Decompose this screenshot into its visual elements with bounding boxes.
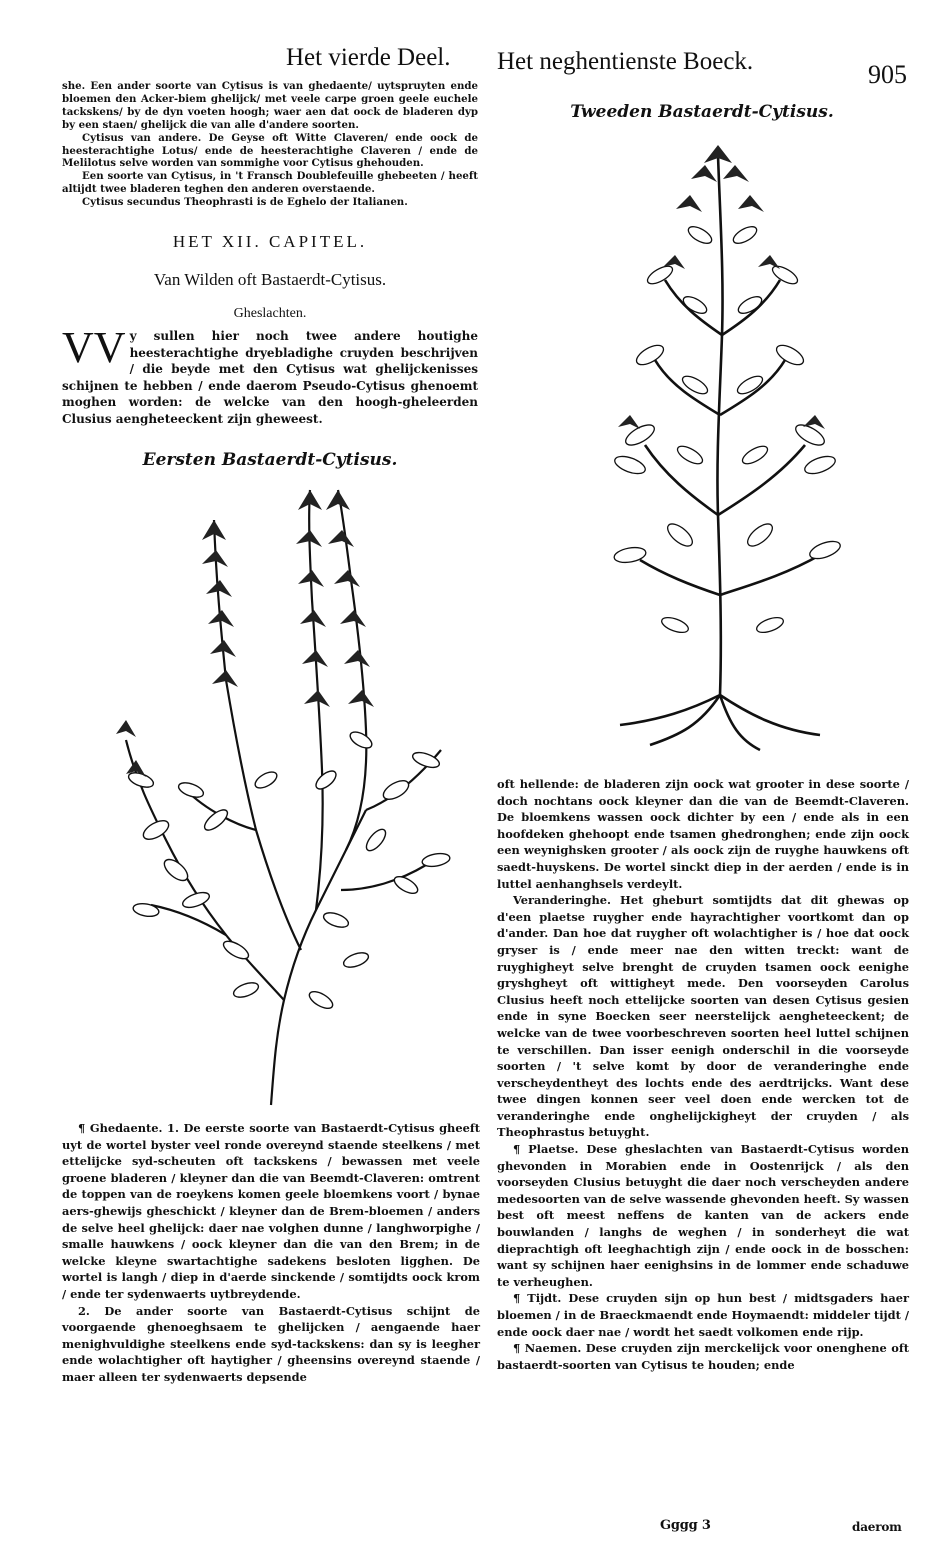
paragraph: ¶ Naemen. Dese cruyden zijn merckelijck voor onenghene oft bastaerdt-soorten van Cytisus te houden; ende — [497, 1341, 909, 1372]
page-number: 905 — [868, 60, 907, 89]
signature-mark: Gggg 3 — [660, 1518, 711, 1533]
left-column-top — [62, 80, 478, 209]
figure-right-title: Tweeden Bastaerdt-Cytisus. — [570, 102, 834, 122]
drop-cap: VV — [62, 323, 126, 372]
paragraph: Veranderinghe. Het gheburt somtijdts dat dit ghewas op d'een plaetse ruygher ende hayrachtigher voortkomt dan op d'ander. Dan hoe dat ruygher oft wolachtigher is / hoe dat oock gryser is / ende meer nae den witten treckt: want de ruyghigheyt selve brenght de cruyden tsamen oock eenighe gryshgheyt oft wittigheyt mede. Den voorseyden Carolus Clusius heeft noch ettelijcke soorten van desen Cytisus gesien ende in syne Boecken seer neerstelijck aengheteeckent; de welcke van de twee voorbeschreven soorten heel luttel schijnen te verschillen. Dan isser eenigh onderschil in die voorseyde soorten / 't selve komt by door de veranderinghe ende verscheydentheyt des lochts ende des aerdtrijcks. Want dese twee dingen konnen seer veel doen ende wercken tot de veranderinghe ende onghelijckigheyt der cruyden / als Theophrastus betuyght. — [497, 893, 909, 1140]
paragraph: Cytisus van andere. De Geyse oft Witte Claveren/ ende oock de heesterachtighe Lotus/ ende de heesterachtighe Claveren / ende de Melilotus selve worden van sommighe voor Cytisus ghehouden. — [62, 131, 478, 170]
running-head-right: Het neghentienste Boeck. — [497, 48, 754, 75]
paragraph: ¶ Ghedaente. 1. De eerste soorte van Bastaerdt-Cytisus gheeft uyt de wortel byster veel ronde overeynd staende steelkens / met ettelijcke syd-scheuten oft tackskens / bewassen met veele groene bladeren / kleyner dan die van Beemdt-Claveren: omtrent de toppen van de roeykens komen geele bloemkens voort / bynae aers-ghewijs gheschickt / kleyner dan de Brem-bloemen / anders de selve heel ghelijck: daer nae volghen dunne / langhworpighe / smalle hauwkens / oock kleyner dan die van den Brem; in de welcke kleyne swartachtighe sadekens besloten ligghen. De wortel is langh / diep in d'aerde sinckende / somtijdts oock krom / ende ter sydenwaerts uytbreydende. — [62, 1121, 480, 1301]
figure-left-title: Eersten Bastaerdt-Cytisus. — [142, 450, 398, 470]
paragraph: Cytisus secundus Theophrasti is de Eghelo der Italianen. — [82, 196, 408, 209]
paragraph: Een soorte van Cytisus, in 't Fransch Doublefeuille ghebeeten / heeft altijdt twee bladeren teghen den anderen overstaende. — [62, 170, 478, 196]
intro-paragraph — [62, 323, 478, 427]
right-column — [497, 776, 909, 1373]
woodcut-illustration-second-cytisus — [570, 135, 900, 755]
chapter-title: HET XII. CAPITEL. — [172, 232, 368, 251]
woodcut-illustration-first-cytisus — [96, 480, 476, 1110]
paragraph: ¶ Plaetse. Dese gheslachten van Bastaerdt-Cytisus worden ghevonden in Morabien ende in Oostenrijck / als den voorseyden Clusius betuyght die daer noch verscheyden andere medesoorten van de selve wassende ghevonden heeft. Sy wassen best oft meest neffens de kanten van de ackers ende bouwlanden / langhs de weghen / in sonderheyt die wat dieprachtigh oft leeghachtigh zijn / ende oock in de bosschen: want sy schijnen haer eenighsins in de lommer ende schaduwe te verheughen. — [497, 1142, 909, 1289]
chapter-subtitle: Van Wilden oft Bastaerdt-Cytisus. — [153, 270, 387, 289]
paragraph: oft hellende: de bladeren zijn oock wat grooter in dese soorte / doch nochtans oock kleyner dan die van de Beemdt-Claveren. De bloemkens wassen oock dichter by een / ende als in een hoofdeken ghehoopt ende tsamen ghedronghen; ende zijn oock een weynighsken grooter / als oock zijn de ruyghe hauwkens oft saedt-huyskens. De wortel sinckt diep in der aerden / ende is in luttel aenhanghsels verdeylt. — [497, 777, 909, 891]
running-head-left: Het vierde Deel. — [286, 44, 451, 71]
paragraph: she. Een ander soorte van Cytisus is van ghedaente/ uytspruyten ende bloemen den Acker-biem ghelijck/ met veele carpe groen geele euchele tackskens/ by de dyn voeten hoogh; waer aen dat oock de bladeren dyp by een staen/ ghelijck die van alle d'andere soorten. — [62, 80, 478, 131]
paragraph: 2. De ander soorte van Bastaerdt-Cytisus schijnt de voorgaende ghenoeghsaem te ghelijcken / aengaende haer menighvuldighe steelkens ende syd-tackskens: dan sy is leegher ende wolachtigher oft haytigher / gheensins overeynd staende / maer alleen ter sydenwaerts depsende — [62, 1303, 480, 1384]
paragraph: ¶ Tijdt. Dese cruyden sijn op hun best / midtsgaders haer bloemen / in de Braeckmaendt ende Hoymaendt: middeler tijdt / ende oock daer nae / wordt het saedt volkomen ende rijp. — [497, 1291, 909, 1339]
catchword: daerom — [852, 1520, 902, 1534]
intro-text: y sullen hier noch twee andere houtighe heesterachtighe dryebladighe cruyden beschrijven / die beyde met den Cytisus wat ghelijckenisses schijnen te hebben / ende daerom Pseudo-Cytisus ghenoemt moghen worden: de welcke van den hoogh-gheleerden Clusius aengheteeckent zijn gheweest. — [62, 329, 478, 426]
left-column-bottom — [62, 1120, 480, 1386]
section-heading: Gheslachten. — [233, 306, 307, 321]
